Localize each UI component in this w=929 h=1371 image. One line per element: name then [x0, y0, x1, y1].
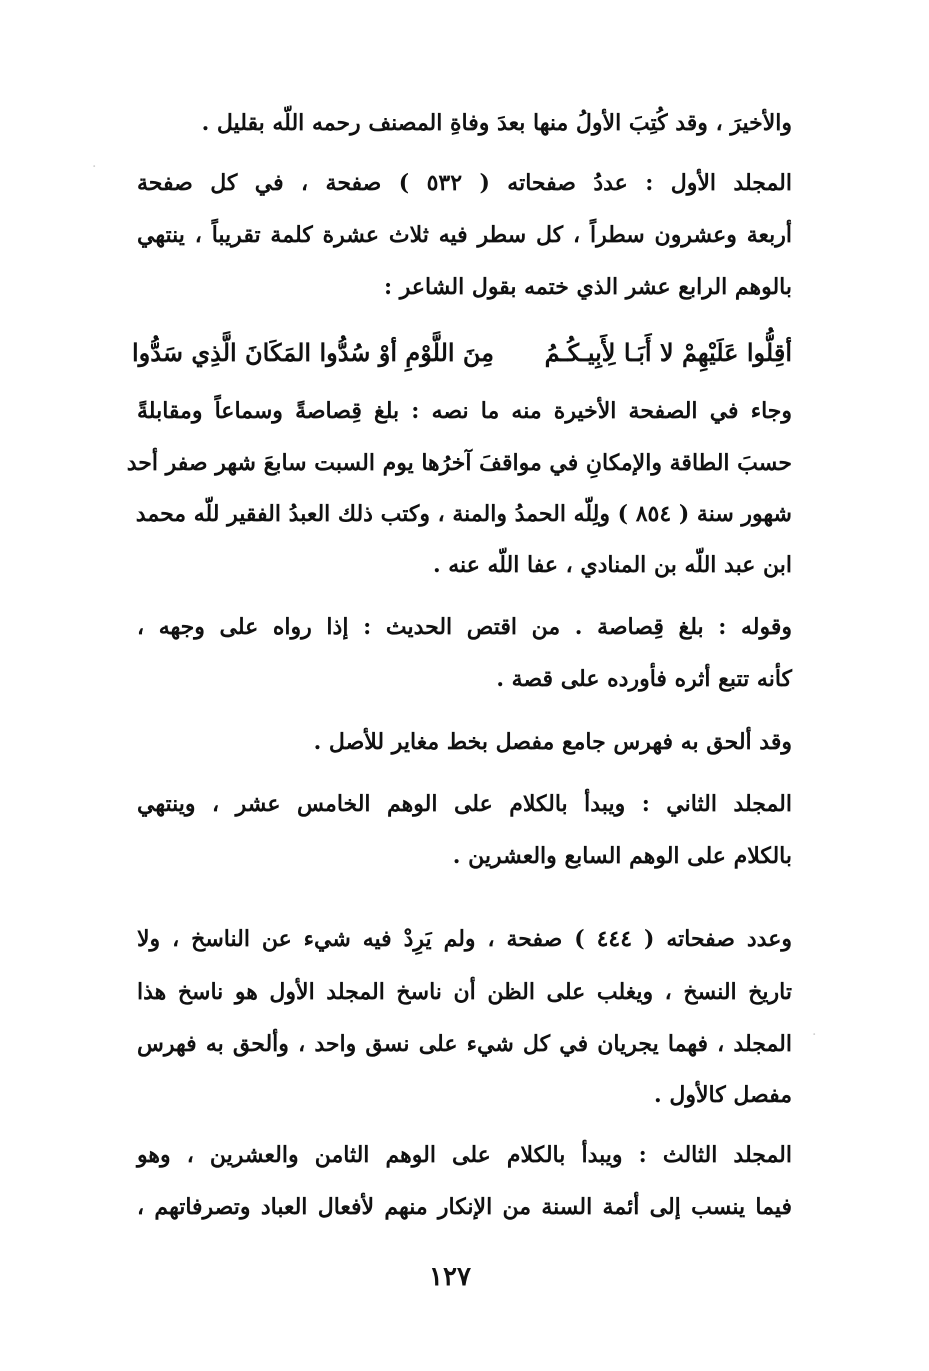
text-line: المجلد الأول : عددُ صفحاته ( ٥٣٢ ) صفحة ، في كل صفحة: [137, 170, 792, 196]
text-line: المجلد ، فهما يجريان في كل شيء على نسق واحد ، وألحق به فهرس: [137, 1031, 792, 1057]
text-line: وعدد صفحاته ( ٤٤٤ ) صفحة ، ولم يَرِدْ فيه شيء عن الناسخ ، ولا: [137, 926, 792, 952]
text-line: شهور سنة ( ٨٥٤ ) ولِلّه الحمدُ والمنة ، وكتب ذلك العبدُ الفقير للّه محمد: [135, 501, 792, 527]
text-line: وقد ألحق به فهرس جامع مفصل بخط مغاير للأصل .: [313, 729, 792, 755]
text-line: وجاء في الصفحة الأخيرة منه ما نصه : بلغ قِصاصةً وسماعاً ومقابلةً: [137, 398, 792, 424]
text-line: بالكلام على الوهم السابع والعشرين .: [452, 843, 792, 869]
page-number: ١٢٧: [429, 1262, 471, 1292]
text-line: ابن عبد اللّه بن المنادي ، عفا اللّه عنه .: [432, 552, 792, 578]
text-line: تاريخ النسخ ، ويغلب على الظن أن ناسخ المجلد الأول هو ناسخ هذا: [137, 979, 792, 1005]
text-line: المجلد الثالث : ويبدأ بالكلام على الوهم الثامن والعشرين ، وهو: [137, 1142, 792, 1168]
scan-speck: ·: [812, 1027, 817, 1043]
poetry-verse: [132, 334, 792, 374]
text-line: مفصل كالأول .: [654, 1082, 792, 1108]
text-line: بالوهم الرابع عشر الذي ختمه بقول الشاعر :: [383, 274, 792, 300]
text-line: كأنه تتبع أثره فأورده على قصة .: [496, 666, 792, 692]
text-line: وقوله : بلغ قِصاصة . من اقتص الحديث : إذا رواه على وجهه ،: [137, 614, 792, 640]
text-line: حسبَ الطاقة والإمكانِ في مواقفَ آخرُها يوم السبت سابعَ شهر صفر أحد: [126, 450, 792, 476]
text-line: أربعة وعشرون سطراً ، كل سطر فيه ثلاث عشرة كلمة تقريباً ، ينتهي: [137, 222, 792, 248]
text-line: والأخيرَ ، وقد كُتِبَ الأولُ منها بعدَ وفاةِ المصنف رحمه اللّه بقليل .: [201, 110, 792, 136]
scan-speck: ·: [92, 159, 97, 175]
verse-second-hemistich: مِنَ اللَّوْمِ أوْ سُدُّوا المَكَانَ الَّذِي سَدُّوا: [132, 338, 495, 367]
text-line: المجلد الثاني : ويبدأ بالكلام على الوهم الخامس عشر ، وينتهي: [137, 791, 792, 817]
text-line: فيما ينسب إلى أئمة السنة من الإنكار منهم لأفعال العباد وتصرفاتهم ،: [137, 1194, 792, 1220]
verse-first-hemistich: أقِلُّوا عَلَيْهِمْ لا أَبَـا لِأَبِيـكُـمُ: [544, 338, 792, 367]
